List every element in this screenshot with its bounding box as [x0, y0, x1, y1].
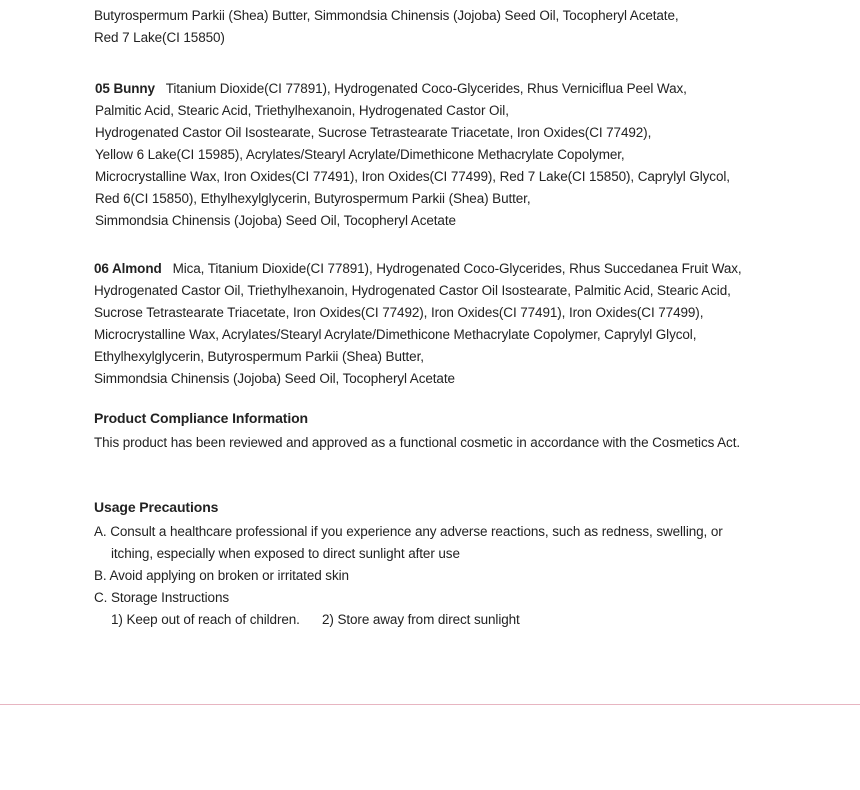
precaution-b: B. Avoid applying on broken or irritated skin	[94, 568, 349, 583]
precaution-a-line-1: A. Consult a healthcare professional if you experience any adverse reactions, such as redness, swelling, or	[94, 524, 723, 539]
intro-line-2: Red 7 Lake(CI 15850)	[94, 30, 225, 45]
shade-06-line-3: Sucrose Tetrastearate Triacetate, Iron Oxides(CI 77492), Iron Oxides(CI 77491), Iron Oxides(CI 77499),	[94, 305, 704, 320]
shade-05-line-6: Red 6(CI 15850), Ethylhexylglycerin, Butyrospermum Parkii (Shea) Butter,	[95, 191, 531, 206]
precautions-heading: Usage Precautions	[94, 499, 219, 515]
precaution-c2: 2) Store away from direct sunlight	[322, 612, 520, 627]
shade-05-line-3: Hydrogenated Castor Oil Isostearate, Sucrose Tetrastearate Triacetate, Iron Oxides(CI 77492),	[95, 125, 652, 140]
precaution-c1: 1) Keep out of reach of children.	[111, 612, 300, 627]
compliance-heading: Product Compliance Information	[94, 410, 309, 426]
shade-05-line-1	[95, 78, 687, 100]
shade-05-line-2: Palmitic Acid, Stearic Acid, Triethylhexanoin, Hydrogenated Castor Oil,	[95, 103, 509, 118]
precaution-c: C. Storage Instructions	[94, 590, 230, 605]
intro-line-1: Butyrospermum Parkii (Shea) Butter, Simmondsia Chinensis (Jojoba) Seed Oil, Tocopheryl Acetate,	[94, 8, 679, 23]
shade-05-text-1: Titanium Dioxide(CI 77891), Hydrogenated Coco-Glycerides, Rhus Verniciflua Peel Wax,	[165, 81, 687, 96]
compliance-text: This product has been reviewed and approved as a functional cosmetic in accordance with the Cosmetics Act.	[94, 435, 741, 450]
shade-05-line-7: Simmondsia Chinensis (Jojoba) Seed Oil, Tocopheryl Acetate	[95, 213, 456, 228]
shade-05-label: 05 Bunny	[95, 81, 155, 96]
shade-06-text-1: Mica, Titanium Dioxide(CI 77891), Hydrogenated Coco-Glycerides, Rhus Succedanea Fruit Wax,	[172, 261, 742, 276]
shade-05-line-4: Yellow 6 Lake(CI 15985), Acrylates/Stearyl Acrylate/Dimethicone Methacrylate Copolymer,	[95, 147, 625, 162]
shade-06-line-5: Ethylhexylglycerin, Butyrospermum Parkii (Shea) Butter,	[94, 349, 424, 364]
section-divider	[0, 704, 860, 705]
shade-05-line-5: Microcrystalline Wax, Iron Oxides(CI 77491), Iron Oxides(CI 77499), Red 7 Lake(CI 15850), Caprylyl Glycol,	[95, 169, 730, 184]
shade-06-line-2: Hydrogenated Castor Oil, Triethylhexanoin, Hydrogenated Castor Oil Isostearate, Palmitic Acid, Stearic Acid,	[94, 283, 731, 298]
shade-06-label: 06 Almond	[94, 261, 162, 276]
shade-06-line-4: Microcrystalline Wax, Acrylates/Stearyl Acrylate/Dimethicone Methacrylate Copolymer, Caprylyl Glycol,	[94, 327, 697, 342]
precaution-a-line-2: itching, especially when exposed to direct sunlight after use	[111, 546, 460, 561]
shade-06-line-6: Simmondsia Chinensis (Jojoba) Seed Oil, Tocopheryl Acetate	[94, 371, 455, 386]
shade-06-line-1	[94, 258, 742, 280]
